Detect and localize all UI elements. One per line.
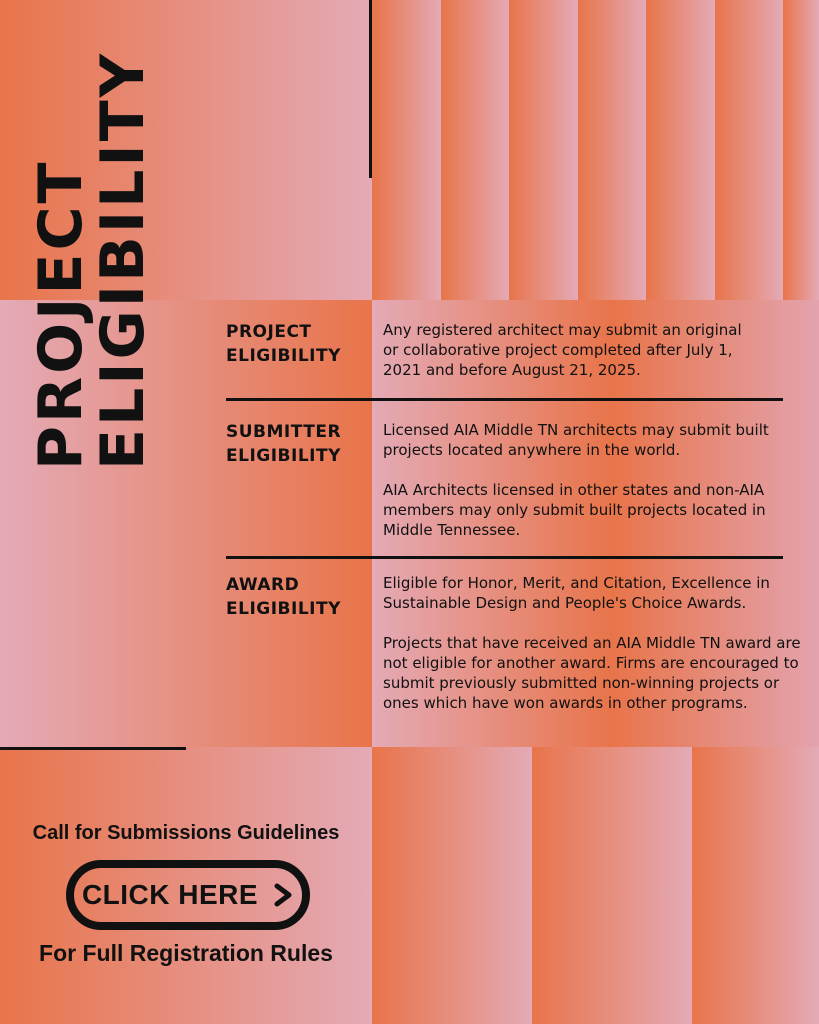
vertical-rule bbox=[369, 0, 372, 178]
row-text-project bbox=[383, 320, 743, 400]
footer-rule bbox=[0, 747, 186, 750]
label-line: ELIGIBILITY bbox=[226, 599, 341, 619]
paragraph: Projects that have received an AIA Middle TN award are not eligible for another award. Firms are encouraged to submit previously submitted non-winning projects or ones which have won awards in other programs. bbox=[383, 634, 801, 712]
row-label-submitter bbox=[226, 420, 341, 468]
bg-strip bbox=[509, 0, 578, 300]
bg-strip bbox=[715, 0, 784, 300]
paragraph: AIA Architects licensed in other states and non-AIA members may only submit built projects located in Middle Tennessee. bbox=[383, 481, 766, 539]
row-text-award bbox=[383, 573, 803, 733]
bg-strip bbox=[646, 0, 715, 300]
cta-subtext: For Full Registration Rules bbox=[39, 940, 333, 966]
title-line-2: ELIGIBILITY bbox=[88, 50, 158, 470]
label-line: ELIGIBILITY bbox=[226, 446, 341, 466]
bg-strip bbox=[578, 0, 647, 300]
chevron-right-icon bbox=[272, 883, 294, 907]
label-line: ELIGIBILITY bbox=[226, 346, 341, 366]
bg-block-bottom bbox=[372, 747, 532, 1024]
label-line: SUBMITTER bbox=[226, 422, 342, 442]
paragraph: Eligible for Honor, Merit, and Citation, Excellence in Sustainable Design and People's Choice Awards. bbox=[383, 574, 770, 612]
label-line: AWARD bbox=[226, 575, 300, 595]
paragraph: Any registered architect may submit an original or collaborative project completed after July 1, 2021 and before August 21, 2025. bbox=[383, 321, 742, 379]
title-line-1: PROJECT bbox=[26, 159, 96, 470]
bg-strip bbox=[783, 0, 819, 300]
bg-block-bottom bbox=[692, 747, 819, 1024]
bg-block-bottom bbox=[532, 747, 692, 1024]
page-title bbox=[26, 40, 160, 470]
paragraph: Licensed AIA Middle TN architects may submit built projects located anywhere in the world. bbox=[383, 421, 769, 459]
cta-heading: Call for Submissions Guidelines bbox=[32, 822, 340, 844]
row-text-submitter bbox=[383, 420, 778, 560]
bg-strip bbox=[372, 0, 441, 300]
row-label-project bbox=[226, 320, 341, 368]
bg-strip bbox=[441, 0, 510, 300]
label-line: PROJECT bbox=[226, 322, 312, 342]
click-here-label: CLICK HERE bbox=[81, 879, 259, 910]
row-label-award bbox=[226, 573, 341, 621]
click-here-button[interactable] bbox=[66, 860, 310, 930]
